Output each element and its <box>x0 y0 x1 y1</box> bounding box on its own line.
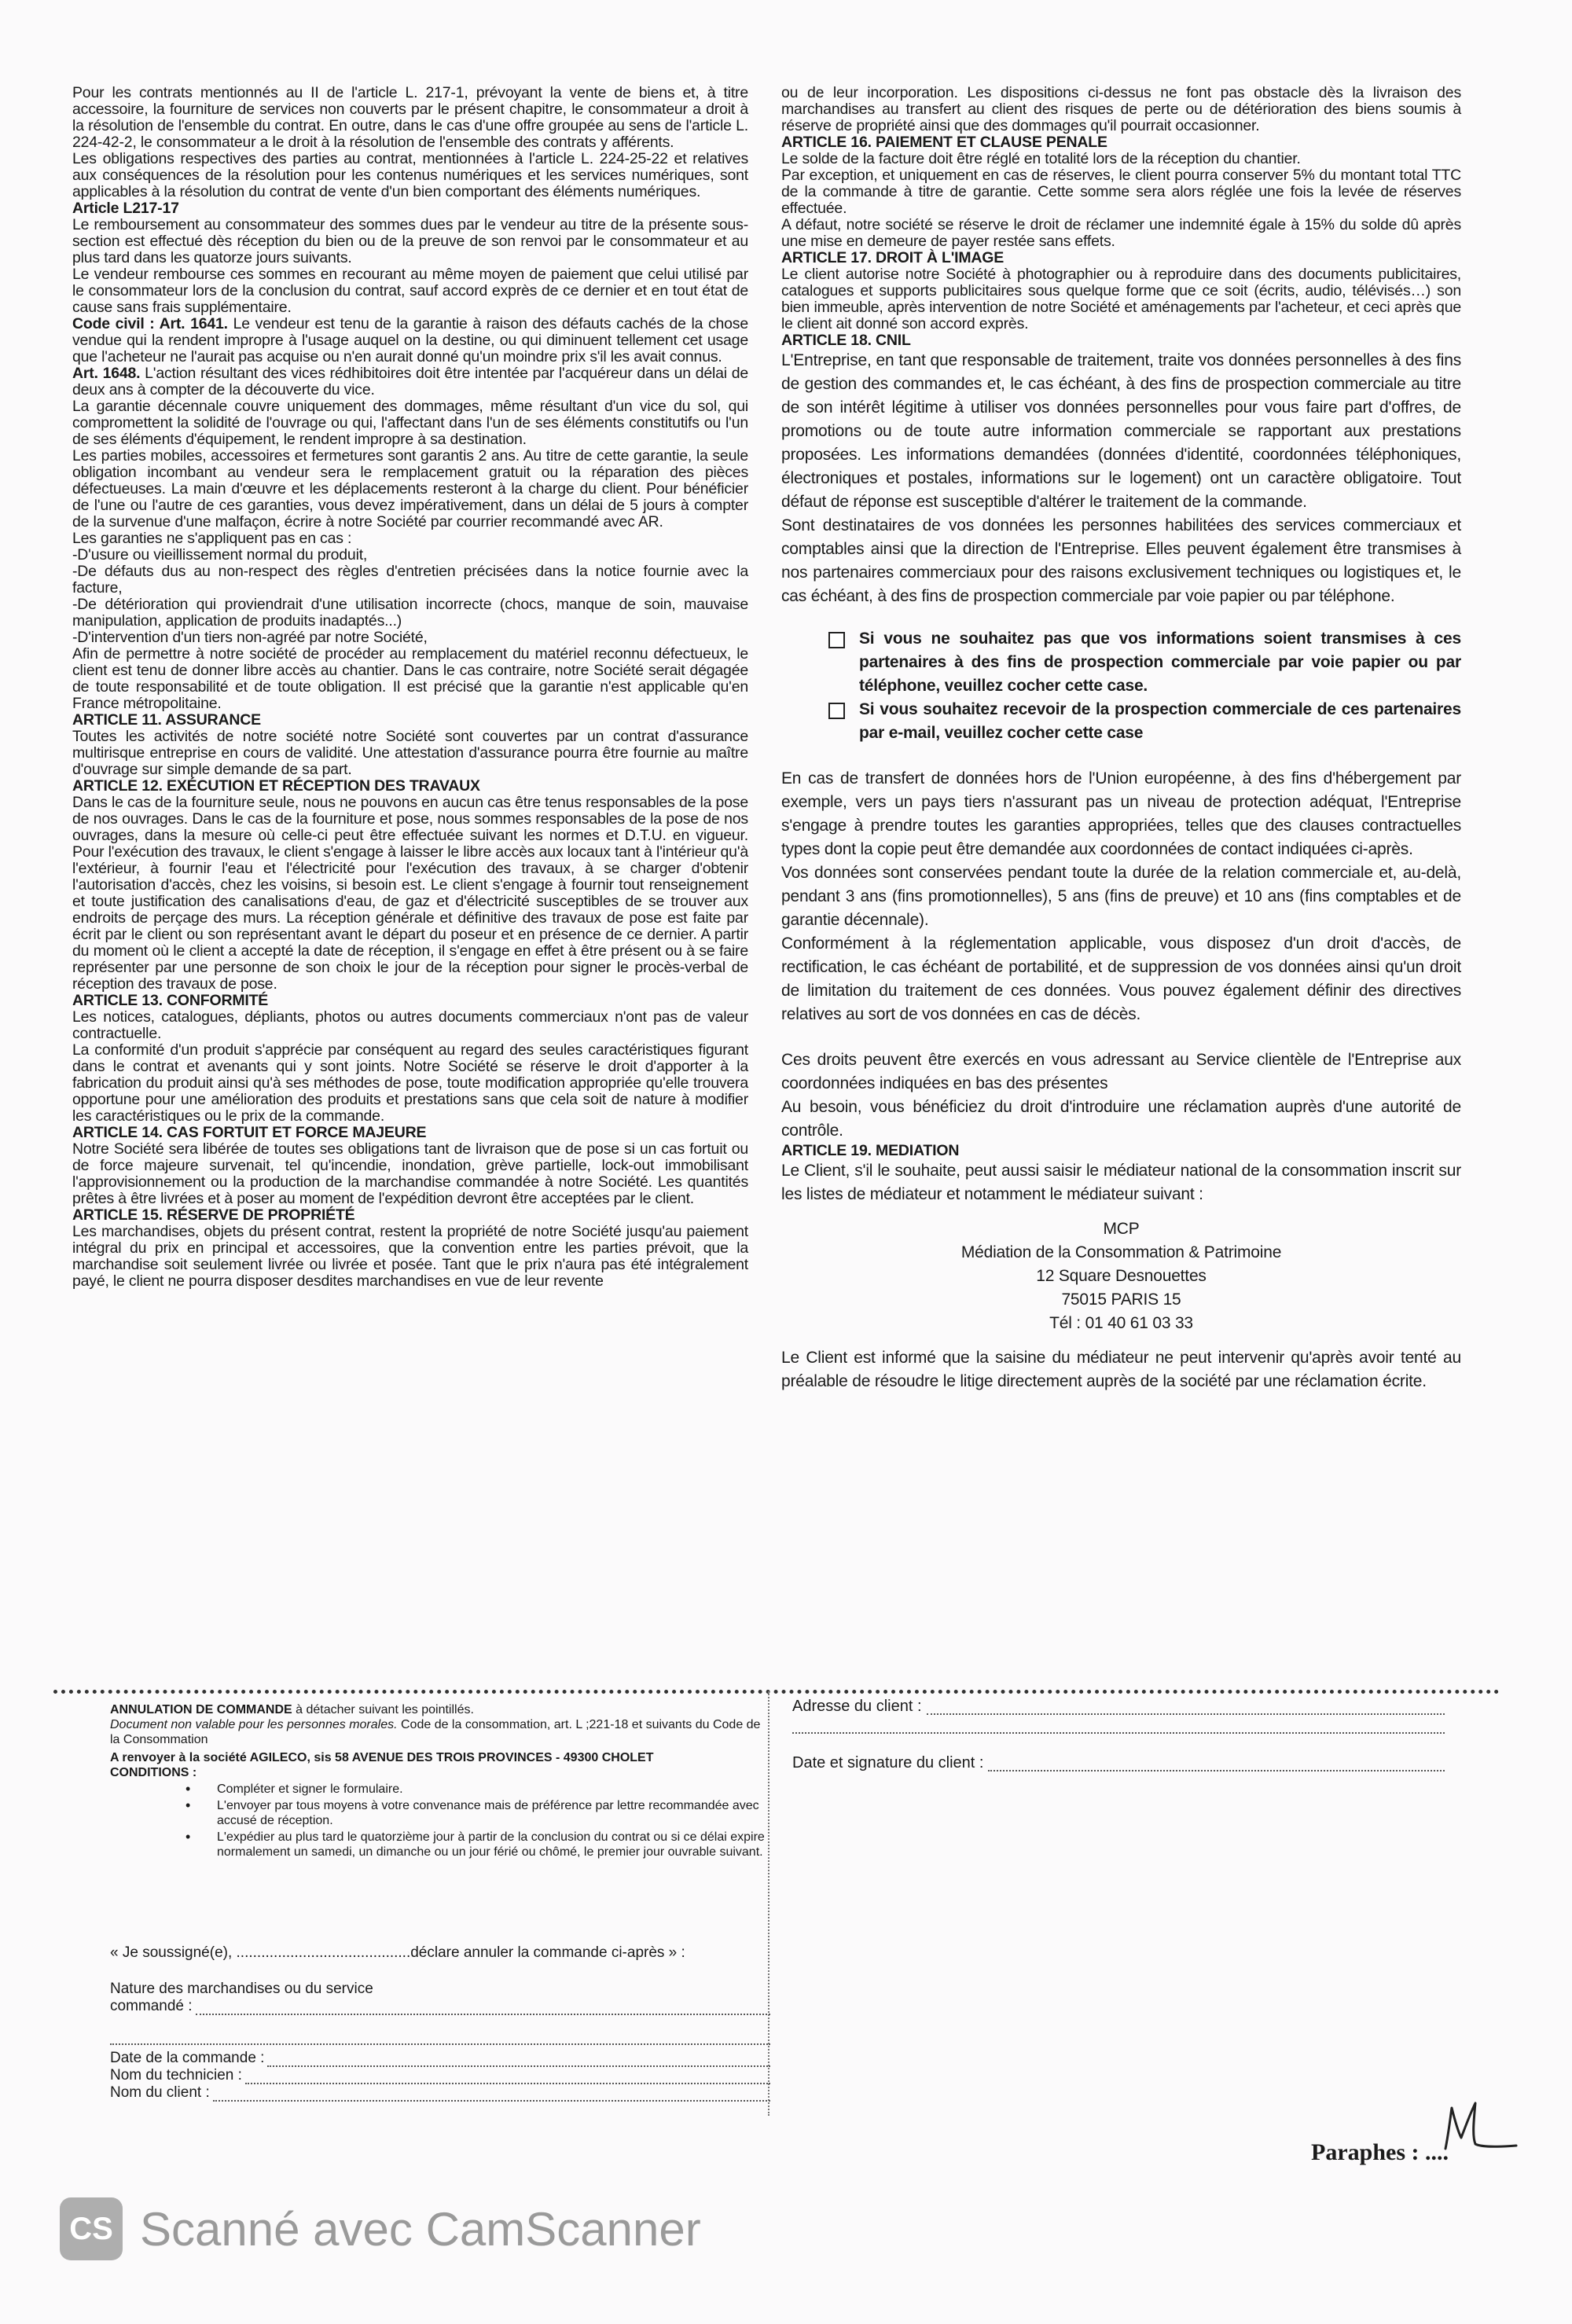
paragraph: Sont destinataires de vos données les personnes habilitées des services commerciaux et comptables ainsi que la direction de l'Entreprise. Elles peuvent également être transmises à nos partenaires commerciaux pour des raisons exclusivement techniques ou logistiques et, le cas échéant, à des fins de prospection commerciale par voie papier ou par téléphone. <box>781 516 1461 605</box>
code-civil-label: Code civil : Art. 1641. <box>72 315 228 332</box>
article-heading: Article L217-17 <box>72 200 179 217</box>
opt-in-email-checkbox[interactable] <box>828 703 845 719</box>
paragraph: -D'usure ou vieillissement normal du produit, <box>72 546 368 564</box>
paragraph: Dans le cas de la fourniture seule, nous ne pouvons en aucun cas être tenus responsables de la pose de nos ouvrages. Dans le cas de la fourniture et pose, nous sommes responsables de la pose de nos ouvrages, dans la mesure où celle-ci peut être effectuée suivant les normes et D.T.U. en vigueur. Pour l'exécution des travaux, le client s'engage à laisser le libre accès aux locaux tant à l'intérieur qu'à l'extérieur, à fournir l'eau et l'électricité pour l'exécution des travaux, à se charger d'obtenir l'autorisation d'accès, chez les voisins, si besoin est. Le client s'engage à fournir tout renseignement et toute justification des canalisations d'eau, de gaz et d'électricité susceptibles de se trouver aux endroits de perçage des murs. La réception générale et définitive des travaux de pose est faite par écrit par le client ou son représentant avant le départ du poseur et en présence de ce dernier. A partir du moment où le client a accepté la date de réception, il s'engage en effet à être présent ou à se faire représenter par une personne de son choix le jour de la réception pour signer le procès-verbal de réception des travaux de pose. <box>72 794 748 993</box>
order-date-label: Date de la commande : <box>110 2050 265 2066</box>
condition-item: • L'envoyer par tous moyens à votre convenance mais de préférence par lettre recommandée avec accusé de réception. <box>196 1798 770 1828</box>
camscanner-watermark <box>60 2197 701 2260</box>
client-date-signature-field[interactable] <box>792 1754 1445 1771</box>
paragraph: Conformément à la réglementation applicable, vous disposez d'un droit d'accès, de rectification, le cas échéant de portabilité, et de suppression de vos données ainsi qu'un droit de limitation du traitement de ces données. Vous pouvez également définir des directives relatives au sort de vos données en cas de décès. <box>781 934 1461 1023</box>
client-date-signature-label: Date et signature du client : <box>792 1754 984 1771</box>
paragraph: Pour les contrats mentionnés au II de l'article L. 217-1, prévoyant la vente de biens et, à titre accessoire, la fourniture de services non couverts par le présent chapitre, le consommateur a droit à la résolution de l'ensemble du contrat. En outre, dans le cas d'une offre groupée au sens de l'article L. 224-42-2, le consommateur a le droit à la résolution de l'ensemble des contrats y afférents. <box>72 84 748 151</box>
cancellation-form <box>110 1944 770 2102</box>
paragraph: Le vendeur rembourse ces sommes en recourant au même moyen de paiement que celui utilisé par le consommateur lors de la conclusion du contrat, sauf accord exprès de ce dernier et en tout état de cause sans frais supplémentaire. <box>72 266 748 316</box>
paragraph <box>72 365 748 398</box>
nature-input-line-2[interactable] <box>110 2031 770 2045</box>
technician-input-line[interactable] <box>245 2070 770 2084</box>
paragraph: -De détérioration qui proviendrait d'une utilisation incorrecte (chocs, manque de soin, mauvaise manipulation, application de produits inadaptés...) <box>72 596 748 630</box>
paragraph: En cas de transfert de données hors de l'Union européenne, à des fins d'hébergement par exemple, vers un pays tiers n'assurant pas un niveau de protection adéquat, l'Entreprise s'engage à prendre toutes les garanties appropriées, telles que des clauses contractuelles types dont la copie peut être demandée aux coordonnées de contact indiquées ci-après. <box>781 769 1461 858</box>
initials-signature <box>1434 2097 1521 2160</box>
technician-field[interactable] <box>110 2067 770 2084</box>
paragraph: Le client autorise notre Société à photographier ou à reproduire dans des documents publicitaires, catalogues et supports publicitaires sous quelque forme que ce soit (écrits, audio, télévisés…) son bien immeuble, après intervention de notre Société et aménagements par l'acheteur, et ceci après que le client ait donné son accord exprès. <box>781 266 1461 332</box>
article-15-heading: ARTICLE 15. RÉSERVE DE PROPRIÉTÉ <box>72 1206 355 1224</box>
cancellation-note-italic: Document non valable pour les personnes morales. <box>110 1718 398 1731</box>
mediator-phone: Tél : 01 40 61 03 33 <box>1049 1314 1193 1332</box>
paragraph: Le Client, s'il le souhaite, peut aussi saisir le médiateur national de la consommation inscrit sur les listes de médiateur et notamment le médiateur suivant : <box>781 1162 1461 1203</box>
left-column <box>72 85 748 1290</box>
right-column <box>781 85 1461 1393</box>
cancellation-send-to: A renvoyer à la société AGILECO, sis 58 AVENUE DES TROIS PROVINCES - 49300 CHOLET <box>110 1751 654 1764</box>
client-address-input-line[interactable] <box>927 1702 1445 1715</box>
client-address-field[interactable] <box>792 1698 1445 1715</box>
nature-input-line[interactable] <box>196 2001 770 2015</box>
opt-out-postal-label: Si vous ne souhaitez pas que vos informations soient transmises à ces partenaires à des fins de prospection commerciale par voie papier ou par téléphone, veuillez cocher cette case. <box>859 630 1461 695</box>
mediator-city: 75015 PARIS 15 <box>1061 1290 1181 1309</box>
mediator-full-name: Médiation de la Consommation & Patrimoine <box>960 1243 1282 1261</box>
paragraph-text: Le vendeur est tenu de la garantie à raison des défauts cachés de la chose vendue qui la rendent impropre à l'usage auquel on la destine, ou qui diminuent tellement cet usage que l'acheteur ne l'aurait pas acquise ou n'en aurait donné qu'un moindre prix s'il les avait connus. <box>72 315 748 365</box>
paragraph: La garantie décennale couvre uniquement des dommages, même résultant d'un vice du sol, qui compromettent la solidité de l'ouvrage ou qui, l'affectant dans l'un de ses éléments constitutifs ou l'un de ses éléments d'équipement, le rendent impropre à sa destination. <box>72 398 748 448</box>
declaration-line[interactable]: « Je soussigné(e), ..........................................déclare annuler la commande ci-après » : <box>110 1944 685 1961</box>
paragraph: La conformité d'un produit s'apprécie par conséquent au regard des seules caractéristiques figurant dans le contrat et avenants qui y sont joints. Notre Société se réserve le droit d'apporter à la fabrication du produit ainsi qu'à ses méthodes de pose, toute modification appropriée qu'elle trouvera opportune pour une amélioration des produits et prestations sans que cela soit de nature à modifier les caractéristiques ou le prix de la commande. <box>72 1041 748 1125</box>
client-date-signature-input-line[interactable] <box>988 1759 1445 1771</box>
paragraph <box>72 316 748 365</box>
cancellation-title-suffix: à détacher suivant les pointillés. <box>292 1703 474 1716</box>
paraphes-label: Paraphes : .... <box>1311 2139 1449 2165</box>
client-name-label: Nom du client : <box>110 2084 210 2101</box>
paragraph: Par exception, et uniquement en cas de réserves, le client pourra conserver 5% du montant total TTC de la commande à titre de garantie. Cette somme sera alors réglée une fois la levée de réserves effectuée. <box>781 167 1461 217</box>
paragraph: Les marchandises, objets du présent contrat, restent la propriété de notre Société jusqu'au paiement intégral du prix en principal et accessoires, que la convention entre les parties prévoit, que la marchandise soit seulement livrée ou livrée et posée. Tant que le prix n'aura pas été intégralement payé, le client ne pourra disposer desdites marchandises en vue de leur revente <box>72 1223 748 1290</box>
order-date-input-line[interactable] <box>267 2053 770 2067</box>
paragraph: Vos données sont conservées pendant toute la durée de la relation commerciale et, au-delà, pendant 3 ans (fins promotionnelles), 5 ans (fins de preuve) et 10 ans (fins comptables et de garantie décennale). <box>781 864 1461 929</box>
nature-label-2: commandé : <box>110 1998 193 2014</box>
cancellation-note <box>110 1717 770 1747</box>
paragraph: ou de leur incorporation. Les dispositions ci-dessus ne font pas obstacle dès la livraison des marchandises au transfert au client des risques de perte ou de détérioration des biens soumis à réserve de propriété ainsi que des dommages qu'il pourrait occasionner. <box>781 84 1461 134</box>
paragraph: -D'intervention d'un tiers non-agréé par notre Société, <box>72 629 428 646</box>
client-address-label: Adresse du client : <box>792 1698 922 1715</box>
mediator-address <box>781 1217 1461 1335</box>
client-name-field[interactable] <box>110 2084 770 2102</box>
conditions-label: CONDITIONS : <box>110 1766 197 1779</box>
nature-field-line2[interactable] <box>110 2031 770 2045</box>
order-date-field[interactable] <box>110 2050 770 2067</box>
paragraph: Les parties mobiles, accessoires et fermetures sont garantis 2 ans. Au titre de cette garantie, la seule obligation incombant au vendeur sera le remplacement gratuit ou la réparation des pièces défectueuses. La main d'œuvre et les déplacements resteront à la charge du client. Pour bénéficier de l'une ou l'autre de ces garanties, vous devez impérativement, dans un délai de 5 jours à compter de la survenue d'une malfaçon, écrire à notre Société par courrier recommandé avec AR. <box>72 447 748 531</box>
nature-label: Nature des marchandises ou du service <box>110 1981 373 1997</box>
nature-field[interactable] <box>110 1998 770 2015</box>
article-19-heading: ARTICLE 19. MEDIATION <box>781 1142 960 1159</box>
condition-item: • L'expédier au plus tard le quatorzième jour à partir de la conclusion du contrat ou si ce délai expire normalement un samedi, un dimanche ou un jour férié ou chômé, le premier jour ouvrable suivant. <box>196 1830 770 1860</box>
paragraph: Toutes les activités de notre société notre Société sont couvertes par un contrat d'assurance multirisque entreprise en cours de validité. Une attestation d'assurance pourra être fournie au maître d'ouvrage sur simple demande de sa part. <box>72 728 748 778</box>
camscanner-text: Scanné avec CamScanner <box>140 2202 701 2256</box>
paragraph: Au besoin, vous bénéficiez du droit d'introduire une réclamation auprès d'une autorité de contrôle. <box>781 1098 1461 1140</box>
paragraph-text: L'action résultant des vices rédhibitoires doit être intentée par l'acquéreur dans un délai de deux ans à compter de la découverte du vice. <box>72 365 748 398</box>
cancellation-title-line <box>110 1702 770 1717</box>
paragraph: Notre Société sera libérée de toutes ses obligations tant de livraison que de pose si un cas fortuit ou de force majeure survenait, tel qu'incendie, inondation, grève partielle, lock-out immobilisant l'approvisionnement ou la production de la marchandise commandée à notre Société. Les quantités prêtes à être livrées et à poser au moment de l'expédition devront être acceptées par le client. <box>72 1140 748 1207</box>
opt-in-email-row <box>828 698 1461 745</box>
conditions-list <box>196 1782 770 1860</box>
client-info-box <box>792 1698 1445 1784</box>
paragraph: Le solde de la facture doit être réglé en totalité lors de la réception du chantier. <box>781 150 1301 167</box>
cnil-body <box>781 349 1461 1143</box>
cancellation-form-header <box>110 1702 770 1861</box>
paragraph: -De défauts dus au non-respect des règles d'entretien précisées dans la notice fournie avec la facture, <box>72 563 748 597</box>
client-name-input-line[interactable] <box>213 2087 770 2102</box>
paragraph: Les garanties ne s'appliquent pas en cas : <box>72 530 352 547</box>
cancellation-title: ANNULATION DE COMMANDE <box>110 1703 292 1716</box>
paragraph: A défaut, notre société se réserve le droit de réclamer une indemnité égale à 15% du solde dû après une mise en demeure de payer restée sans effets. <box>781 216 1461 250</box>
mediator-name: MCP <box>1103 1220 1140 1238</box>
article-14-heading: ARTICLE 14. CAS FORTUIT ET FORCE MAJEURE <box>72 1124 427 1141</box>
paragraph: L'Entreprise, en tant que responsable de traitement, traite vos données personnelles à des fins de gestion des commandes et, le cas échéant, à des fins de prospection commerciale au titre de son intérêt légitime à utiliser vos données personnelles pour vous faire part d'offres, de promotions ou de toute autre information commerciale se rapportant aux prestations proposées. Les informations demandées (données d'identité, coordonnées téléphoniques, électroniques et postales, informations sur le logement) ont un caractère obligatoire. Tout défaut de réponse est susceptible d'altérer le traitement de la commande. <box>781 351 1461 511</box>
condition-item: • Compléter et signer le formulaire. <box>196 1782 770 1797</box>
client-address-input-line-2[interactable] <box>792 1721 1445 1734</box>
paragraph: Le Client est informé que la saisine du médiateur ne peut intervenir qu'après avoir tenté au préalable de résoudre le litige directement auprès de la société par une réclamation écrite. <box>781 1349 1461 1390</box>
paragraph: Ces droits peuvent être exercés en vous adressant au Service clientèle de l'Entreprise aux coordonnées indiquées en bas des présentes <box>781 1051 1461 1092</box>
camscanner-logo-icon: CS <box>60 2197 123 2260</box>
tear-off-line <box>53 1690 1500 1694</box>
paragraph: Le remboursement au consommateur des sommes dues par le vendeur au titre de la présente sous-section est effectué dès réception du bien ou de la preuve de son renvoi par le consommateur et au plus tard dans les quatorze jours suivants. <box>72 216 748 266</box>
opt-in-email-label: Si vous souhaitez recevoir de la prospection commerciale de ces partenaires par e-mail, veuillez cocher cette case <box>859 700 1461 742</box>
article-16-heading: ARTICLE 16. PAIEMENT ET CLAUSE PENALE <box>781 134 1107 151</box>
paragraph: Afin de permettre à notre société de procéder au remplacement du matériel reconnu défectueux, le client est tenu de donner libre accès au chantier. Dans le cas contraire, notre Société serait dégagée de toute responsabilité et de toute obligation. Il est précisé que la garantie n'est applicable qu'en France métropolitaine. <box>72 645 748 712</box>
paragraph: Les obligations respectives des parties au contrat, mentionnées à l'article L. 224-25-22 et relatives aux conséquences de la résolution pour les contenus numériques et les services numériques, sont applicables à la résolution du contrat de vente d'un bien comportant des éléments numériques. <box>72 150 748 200</box>
art-1648-label: Art. 1648. <box>72 365 141 382</box>
cancellation-note-rest: Code de la consommation, art. L ;221-18 et suivants du Code de la Consommation <box>110 1718 761 1746</box>
mediator-street: 12 Square Desnouettes <box>1036 1267 1207 1285</box>
article-11-heading: ARTICLE 11. ASSURANCE <box>72 711 261 729</box>
article-18-heading: ARTICLE 18. CNIL <box>781 332 911 349</box>
opt-out-postal-row <box>828 627 1461 698</box>
article-12-heading: ARTICLE 12. EXÉCUTION ET RÉCEPTION DES TRAVAUX <box>72 777 480 795</box>
paragraph: Les notices, catalogues, dépliants, photos ou autres documents commerciaux n'ont pas de valeur contractuelle. <box>72 1008 748 1042</box>
mediation-body <box>781 1159 1461 1393</box>
technician-label: Nom du technicien : <box>110 2067 242 2084</box>
article-17-heading: ARTICLE 17. DROIT À L'IMAGE <box>781 249 1005 266</box>
opt-out-postal-checkbox[interactable] <box>828 632 845 648</box>
article-13-heading: ARTICLE 13. CONFORMITÉ <box>72 992 269 1009</box>
